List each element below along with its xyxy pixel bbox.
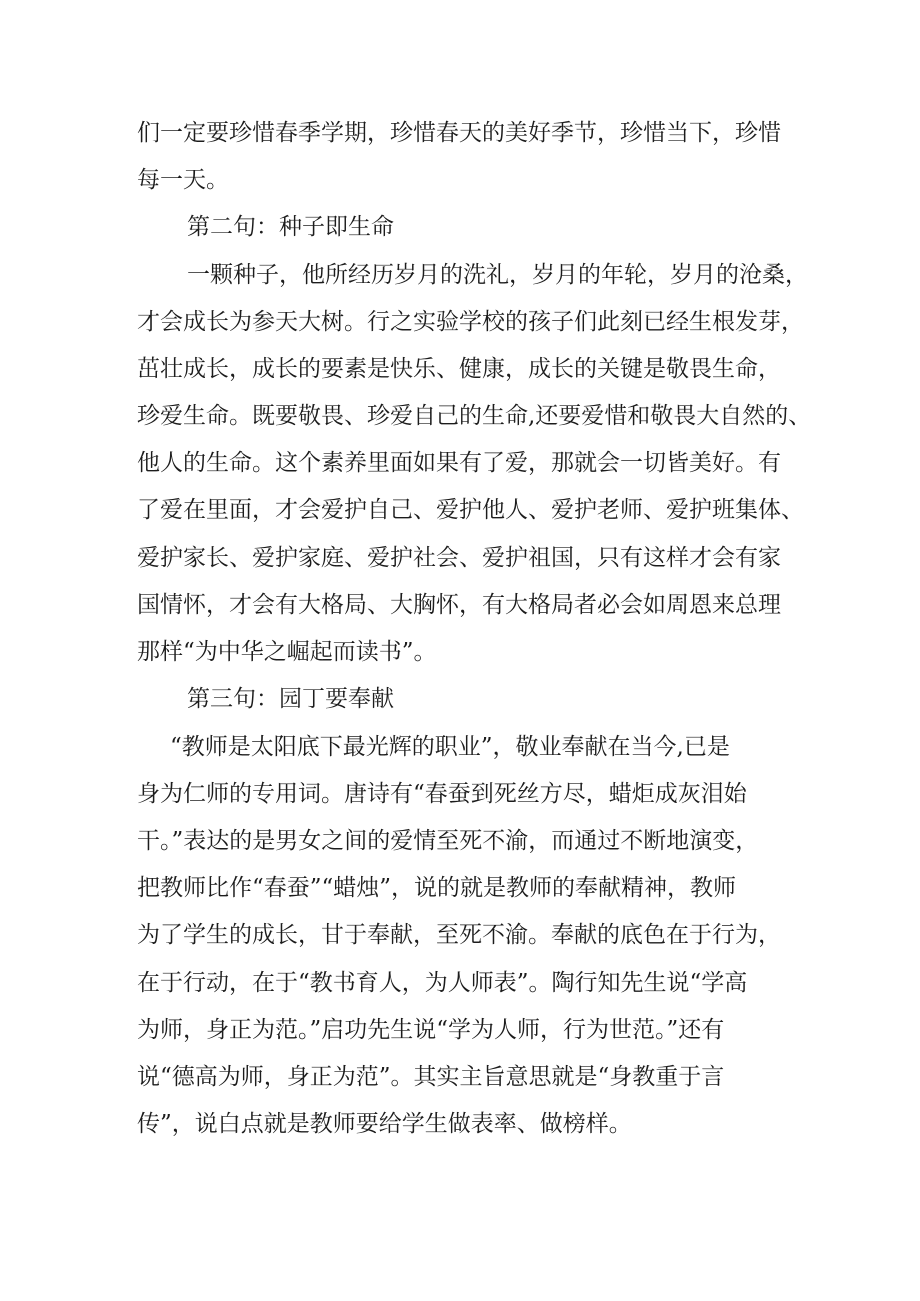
text-line: 爱护家长、爱护家庭、爱护社会、爱护祖国，只有这样才会有家 — [137, 545, 781, 571]
text-line: 为师，身正为范。”启功先生说“学为人师，行为世范。”还有 — [137, 1017, 725, 1043]
text-line: 每一天。 — [137, 167, 229, 193]
text-line: 国情怀，才会有大格局、大胸怀，有大格局者必会如周恩来总理 — [137, 592, 781, 618]
text-line: “教师是太阳底下最光辉的职业”，敬业奉献在当今,已是 — [170, 734, 730, 760]
text-line: 们一定要珍惜春季学期，珍惜春天的美好季节，珍惜当下，珍惜 — [137, 120, 781, 146]
text-line: 为了学生的成长，甘于奉献，至死不渝。奉献的底色在于行为， — [137, 922, 781, 948]
text-line: 把教师比作“春蚕”“蜡烛”，说的就是教师的奉献精神，教师 — [137, 875, 737, 901]
text-line: 在于行动，在于“教书育人，为人师表”。陶行知先生说“学高 — [137, 970, 748, 996]
text-line: 珍爱生命。既要敬畏、珍爱自己的生命,还要爱惜和敬畏大自然的、 — [137, 403, 812, 429]
text-line: 一颗种子，他所经历岁月的洗礼，岁月的年轮，岁月的沧桑， — [187, 262, 808, 288]
text-line: 才会成长为参天大树。行之实验学校的孩子们此刻已经生根发芽， — [137, 309, 804, 335]
text-line: 茁壮成长，成长的要素是快乐、健康，成长的关键是敬畏生命， — [137, 356, 781, 382]
text-line: 传”，说白点就是教师要给学生做表率、做榜样。 — [137, 1111, 632, 1137]
text-line: 干。”表达的是男女之间的爱情至死不渝，而通过不断地演变， — [137, 828, 759, 854]
text-line: 他人的生命。这个素养里面如果有了爱，那就会一切皆美好。有 — [137, 450, 781, 476]
text-line: 身为仁师的专用词。唐诗有“春蚕到死丝方尽，蜡炬成灰泪始 — [137, 781, 747, 807]
section-heading-2: 第二句：种子即生命 — [187, 214, 394, 240]
section-heading-3: 第三句：园丁要奉献 — [187, 686, 394, 712]
text-line: 了爱在里面，才会爱护自己、爱护他人、爱护老师、爱护班集体、 — [137, 497, 804, 523]
text-line: 说“德高为师，身正为范”。其实主旨意思就是“身教重于言 — [137, 1064, 725, 1090]
text-line: 那样“为中华之崛起而读书”。 — [137, 639, 437, 665]
